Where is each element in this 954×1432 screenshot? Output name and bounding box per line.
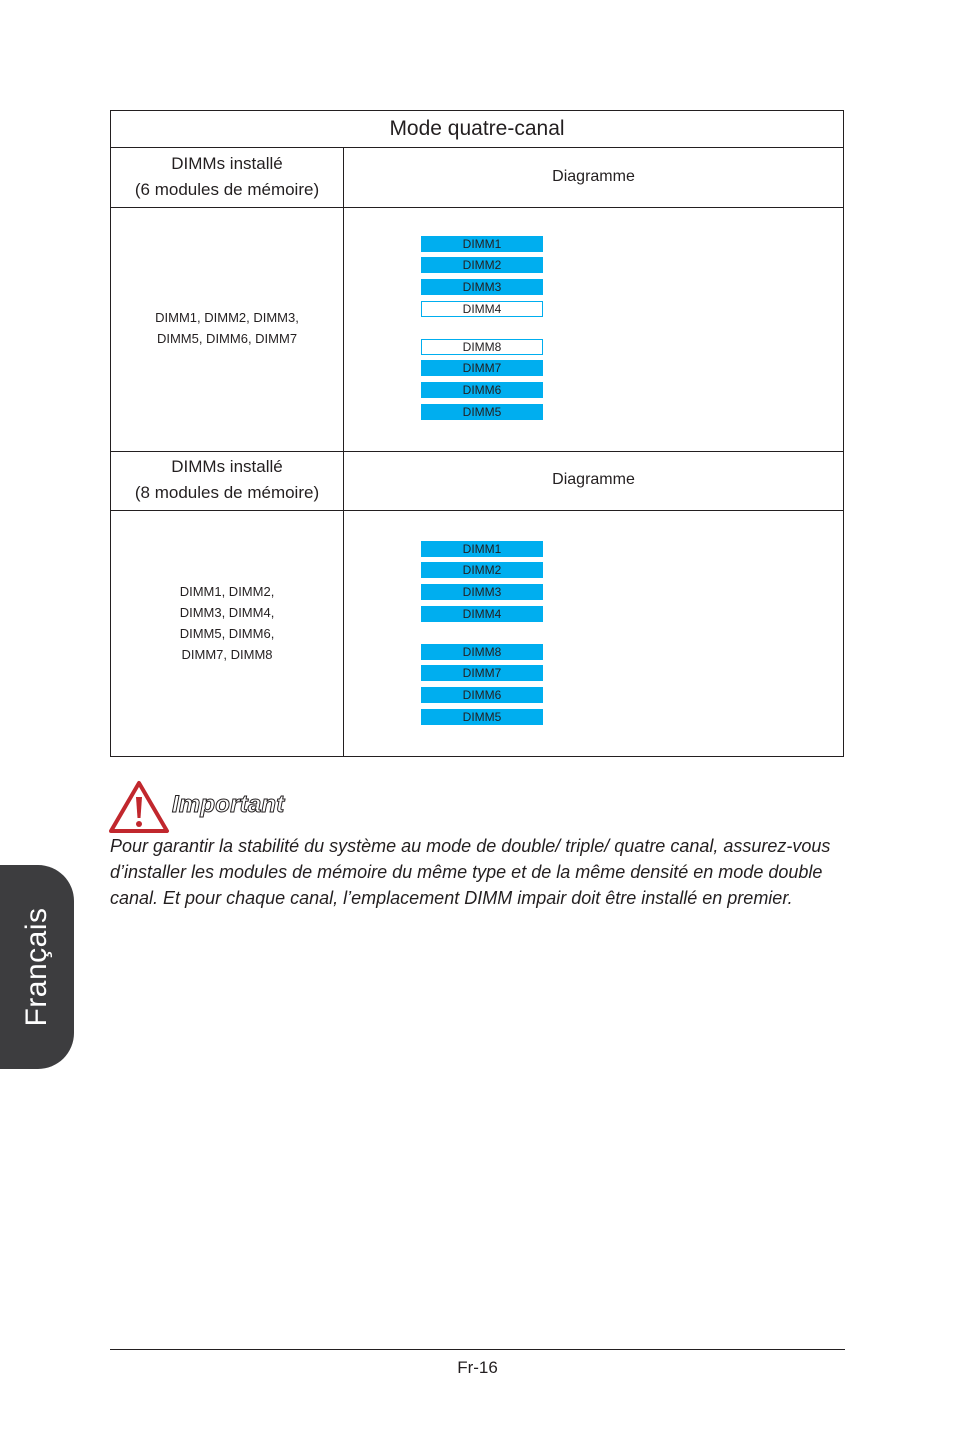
divider	[111, 147, 843, 148]
section2-header-line1: DIMMs installé	[171, 457, 283, 476]
column-divider	[343, 147, 344, 756]
table-title: Mode quatre-canal	[389, 117, 565, 140]
dimm-slot-label: DIMM3	[462, 280, 502, 294]
section2-header-line2: (8 modules de mémoire)	[134, 483, 320, 502]
section1-list-line1: DIMM1, DIMM2, DIMM3,	[155, 310, 299, 325]
important-title: Important	[172, 791, 285, 818]
section1-header-line2: (6 modules de mémoire)	[134, 180, 320, 199]
page-number: Fr-16	[457, 1358, 498, 1377]
dimm-slot-label: DIMM7	[462, 361, 502, 375]
divider	[111, 207, 843, 208]
dimm-slot	[421, 709, 543, 725]
dimm-slot-label: DIMM5	[462, 710, 502, 724]
section1-header-left	[111, 151, 343, 203]
dimm-slot-label: DIMM6	[462, 383, 502, 397]
dimm-slot-label: DIMM1	[462, 542, 502, 556]
warning-icon	[108, 780, 170, 834]
section1-dimm-list	[111, 307, 343, 349]
dimm-slot	[421, 360, 543, 376]
dimm-slot	[421, 665, 543, 681]
section2-header-left	[111, 454, 343, 506]
section2-dimm-list	[111, 581, 343, 665]
dimm-slot-label: DIMM4	[462, 302, 502, 316]
dimm-slot	[421, 606, 543, 622]
dimm-slot-label: DIMM7	[462, 666, 502, 680]
dimm-slot	[421, 382, 543, 398]
dimm-slot	[421, 279, 543, 295]
section1-header-line1: DIMMs installé	[171, 154, 283, 173]
dimm-slot-label: DIMM2	[462, 563, 502, 577]
section1-header-right: Diagramme	[552, 168, 635, 185]
dimm-slot-label: DIMM4	[462, 607, 502, 621]
dimm-slot	[421, 301, 543, 317]
dimm-slot-label: DIMM6	[462, 688, 502, 702]
section2-list-line1: DIMM1, DIMM2,	[179, 584, 275, 599]
language-label: Français	[20, 907, 53, 1027]
section1-list-line2: DIMM5, DIMM6, DIMM7	[156, 331, 298, 346]
divider	[111, 451, 843, 452]
section2-header-right: Diagramme	[552, 471, 635, 488]
dimm-slot-label: DIMM5	[462, 405, 502, 419]
dimm-slot-label: DIMM1	[462, 237, 502, 251]
section2-list-line4: DIMM7, DIMM8	[181, 647, 273, 662]
section2-list-line3: DIMM5, DIMM6,	[179, 626, 275, 641]
dimm-slot-label: DIMM3	[462, 585, 502, 599]
dimm-slot	[421, 257, 543, 273]
dimm-slot	[421, 404, 543, 420]
dimm-slot	[421, 687, 543, 703]
dimm-slot-label: DIMM8	[462, 340, 502, 354]
important-text: Pour garantir la stabilité du système au mode de double/ triple/ quatre canal, assurez-vous d’installer les modules de mémoire du même type et de la même densité en mode double canal. Et pour chaque canal, l’emplacement DIMM impair doit être installé en premier.	[110, 836, 831, 908]
dimm-slot	[421, 236, 543, 252]
dimm-slot	[421, 541, 543, 557]
dimm-slot-label: DIMM2	[462, 258, 502, 272]
dimm-slot	[421, 584, 543, 600]
dimm-slot-label: DIMM8	[462, 645, 502, 659]
dimm-slot	[421, 644, 543, 660]
footer-rule	[110, 1349, 845, 1350]
dimm-slot	[421, 339, 543, 355]
dimm-slot	[421, 562, 543, 578]
divider	[111, 510, 843, 511]
section2-list-line2: DIMM3, DIMM4,	[179, 605, 275, 620]
